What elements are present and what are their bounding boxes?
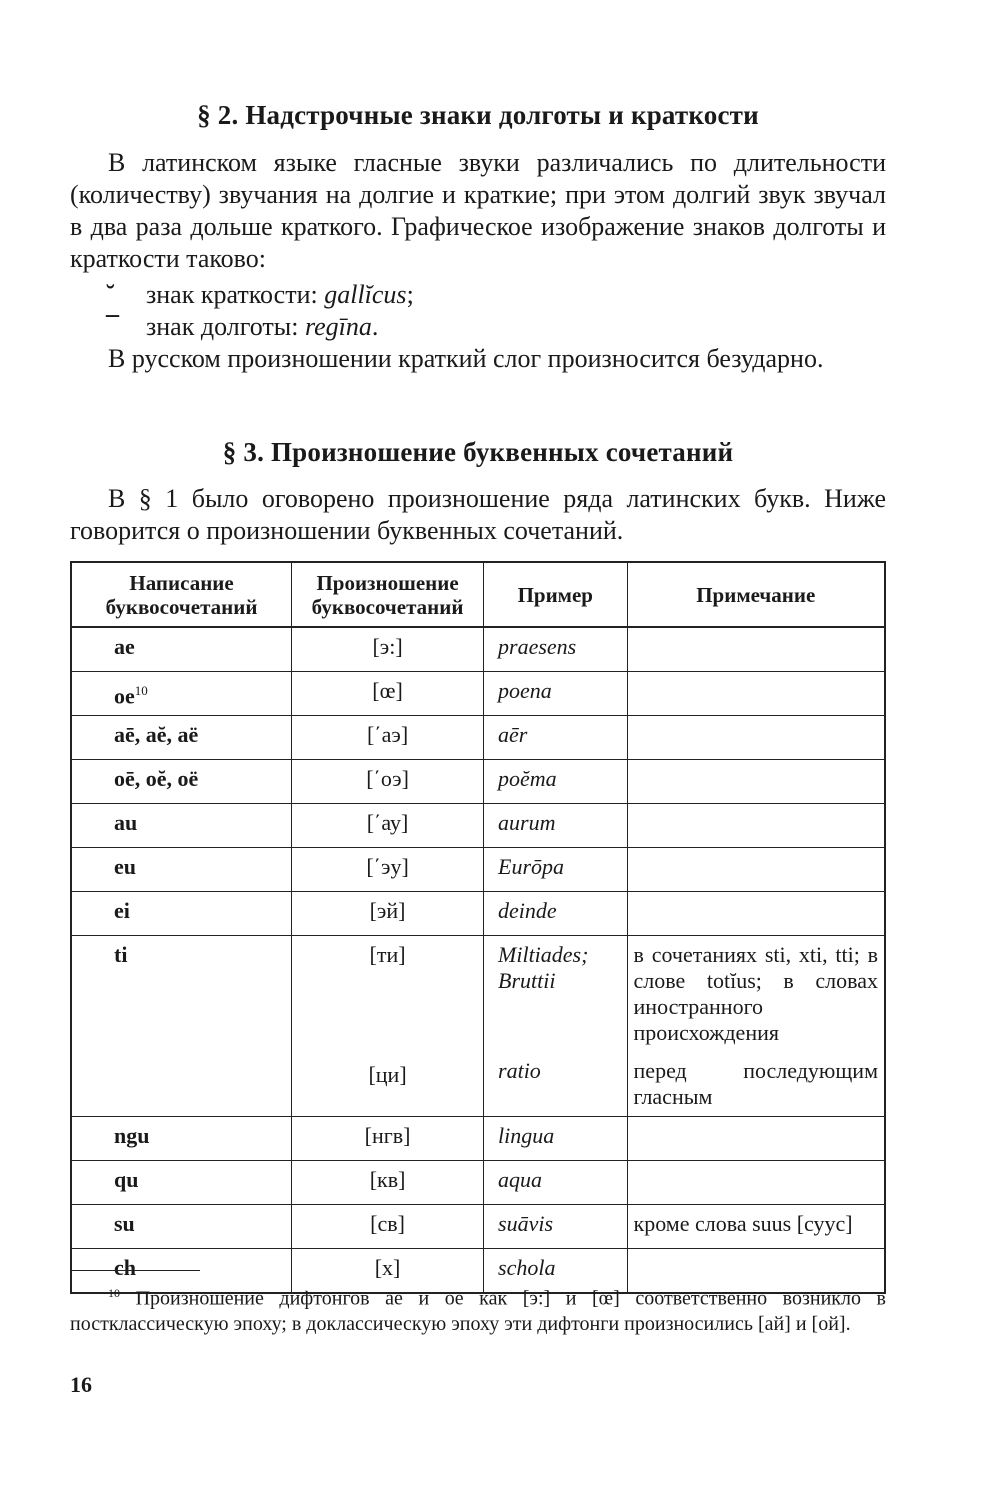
pronunciation-cell: [нгв] bbox=[292, 1117, 484, 1161]
note-cell bbox=[627, 804, 885, 848]
footnote-text: Произношение дифтонгов ae и oe как [э:] и [œ] соответственно возникло в постклассическую эпоху; в доклассическую эпоху эти дифтонги произносились [ай] и [ой]. bbox=[70, 1287, 886, 1335]
breve-mark-line: ˘ знак краткости: gallĭcus; bbox=[70, 279, 414, 311]
example-cell: schola bbox=[484, 1249, 628, 1294]
table-row bbox=[71, 627, 885, 672]
spelling-cell: ngu bbox=[71, 1117, 292, 1161]
ti-note-2: перед последующим гласным bbox=[633, 1058, 878, 1109]
letter-combinations-table bbox=[70, 561, 886, 1294]
table-row bbox=[71, 848, 885, 892]
stress-paragraph: В русском произношении краткий слог произносится безударно. bbox=[108, 344, 824, 373]
spelling-cell: ti bbox=[71, 936, 292, 1117]
section-2-heading: § 2. Надстрочные знаки долготы и краткости bbox=[197, 100, 759, 130]
pronunciation-cell: [΄эу] bbox=[292, 848, 484, 892]
example-cell: suāvis bbox=[484, 1205, 628, 1249]
header-example: Пример bbox=[484, 562, 628, 627]
example-cell: aēr bbox=[484, 716, 628, 760]
spelling-cell: eu bbox=[71, 848, 292, 892]
spelling-cell: ei bbox=[71, 892, 292, 936]
macron-label: знак долготы: bbox=[146, 312, 305, 341]
note-cell bbox=[627, 672, 885, 716]
table-row bbox=[71, 1117, 885, 1161]
footnote bbox=[70, 1281, 886, 1337]
ti-example-1: Miltiades; Bruttii bbox=[498, 942, 589, 993]
pronunciation-cell: [œ] bbox=[292, 672, 484, 716]
page-number: 16 bbox=[70, 1372, 92, 1397]
note-cell bbox=[627, 936, 885, 1117]
note-cell bbox=[627, 760, 885, 804]
pronunciation-cell: [х] bbox=[292, 1249, 484, 1294]
pronunciation-cell: [эй] bbox=[292, 892, 484, 936]
note-cell bbox=[627, 892, 885, 936]
example-cell: poĕma bbox=[484, 760, 628, 804]
table-row bbox=[71, 716, 885, 760]
table-row bbox=[71, 1161, 885, 1205]
note-cell bbox=[627, 716, 885, 760]
example-cell: praesens bbox=[484, 627, 628, 672]
macron-mark-line: ¯ знак долготы: regīna. bbox=[70, 311, 378, 343]
section-3-paragraph: В § 1 было оговорено произношение ряда латинских букв. Ниже говорится о произношении буквенных сочетаний. bbox=[70, 484, 886, 545]
example-cell: aurum bbox=[484, 804, 628, 848]
example-cell bbox=[484, 936, 628, 1117]
pronunciation-cell: [΄ау] bbox=[292, 804, 484, 848]
example-cell: lingua bbox=[484, 1117, 628, 1161]
macron-symbol: ¯ bbox=[106, 312, 119, 341]
pronunciation-cell: [΄оэ] bbox=[292, 760, 484, 804]
footnote-number: 10 bbox=[108, 1286, 120, 1300]
breve-example: gallĭcus bbox=[324, 280, 407, 309]
breve-symbol: ˘ bbox=[106, 280, 115, 309]
table-row bbox=[71, 760, 885, 804]
note-cell: кроме слова suus [суус] bbox=[627, 1205, 885, 1249]
header-pronunciation: Произношение буквосочетаний bbox=[292, 562, 484, 627]
table-row bbox=[71, 1205, 885, 1249]
breve-label: знак краткости: bbox=[146, 280, 325, 309]
table-row bbox=[71, 892, 885, 936]
section-3-heading: § 3. Произношение буквенных сочетаний bbox=[222, 437, 734, 467]
spelling-cell: $oe^{10}$ bbox=[71, 672, 292, 716]
spelling-cell: qu bbox=[71, 1161, 292, 1205]
note-cell bbox=[627, 848, 885, 892]
pronunciation-cell bbox=[292, 936, 484, 1117]
table-row bbox=[71, 804, 885, 848]
example-cell: aqua bbox=[484, 1161, 628, 1205]
spelling-cell: su bbox=[71, 1205, 292, 1249]
note-cell bbox=[627, 627, 885, 672]
ti-pron-1: [ти] bbox=[369, 942, 406, 967]
ti-note-1: в сочетаниях sti, xti, tti; в слове totĭus; в словах иностранного происхождения bbox=[633, 942, 878, 1045]
header-note: Примечание bbox=[627, 562, 885, 627]
ti-example-2: ratio bbox=[498, 1058, 541, 1083]
footnote-divider bbox=[70, 1270, 200, 1271]
spelling-cell: ae bbox=[71, 627, 292, 672]
spelling-cell: aē, aĕ, aë bbox=[71, 716, 292, 760]
pronunciation-cell: [΄аэ] bbox=[292, 716, 484, 760]
table-header-row bbox=[71, 562, 885, 627]
header-spelling: Написание буквосочетаний bbox=[71, 562, 292, 627]
example-cell: deinde bbox=[484, 892, 628, 936]
example-cell: poena bbox=[484, 672, 628, 716]
table-row bbox=[71, 672, 885, 716]
spelling-cell: oē, oĕ, oë bbox=[71, 760, 292, 804]
pronunciation-cell: [э:] bbox=[292, 627, 484, 672]
macron-example: regīna bbox=[304, 312, 372, 341]
spelling-cell: ch bbox=[71, 1249, 292, 1294]
pronunciation-cell: [св] bbox=[292, 1205, 484, 1249]
spelling-cell: au bbox=[71, 804, 292, 848]
ti-pron-2: [ци] bbox=[368, 1062, 407, 1087]
footnote-ref: 10 bbox=[134, 683, 148, 698]
example-cell: Eurōpa bbox=[484, 848, 628, 892]
pronunciation-cell: [кв] bbox=[292, 1161, 484, 1205]
section-2-paragraph: В латинском языке гласные звуки различались по длительности (количеству) звучания на долгие и краткие; при этом долгий звук звучал в два раза дольше краткого. Графическое изображение знаков долготы и краткости таково: bbox=[70, 148, 886, 273]
table-row-ti bbox=[71, 936, 885, 1117]
note-cell bbox=[627, 1117, 885, 1161]
note-cell bbox=[627, 1161, 885, 1205]
